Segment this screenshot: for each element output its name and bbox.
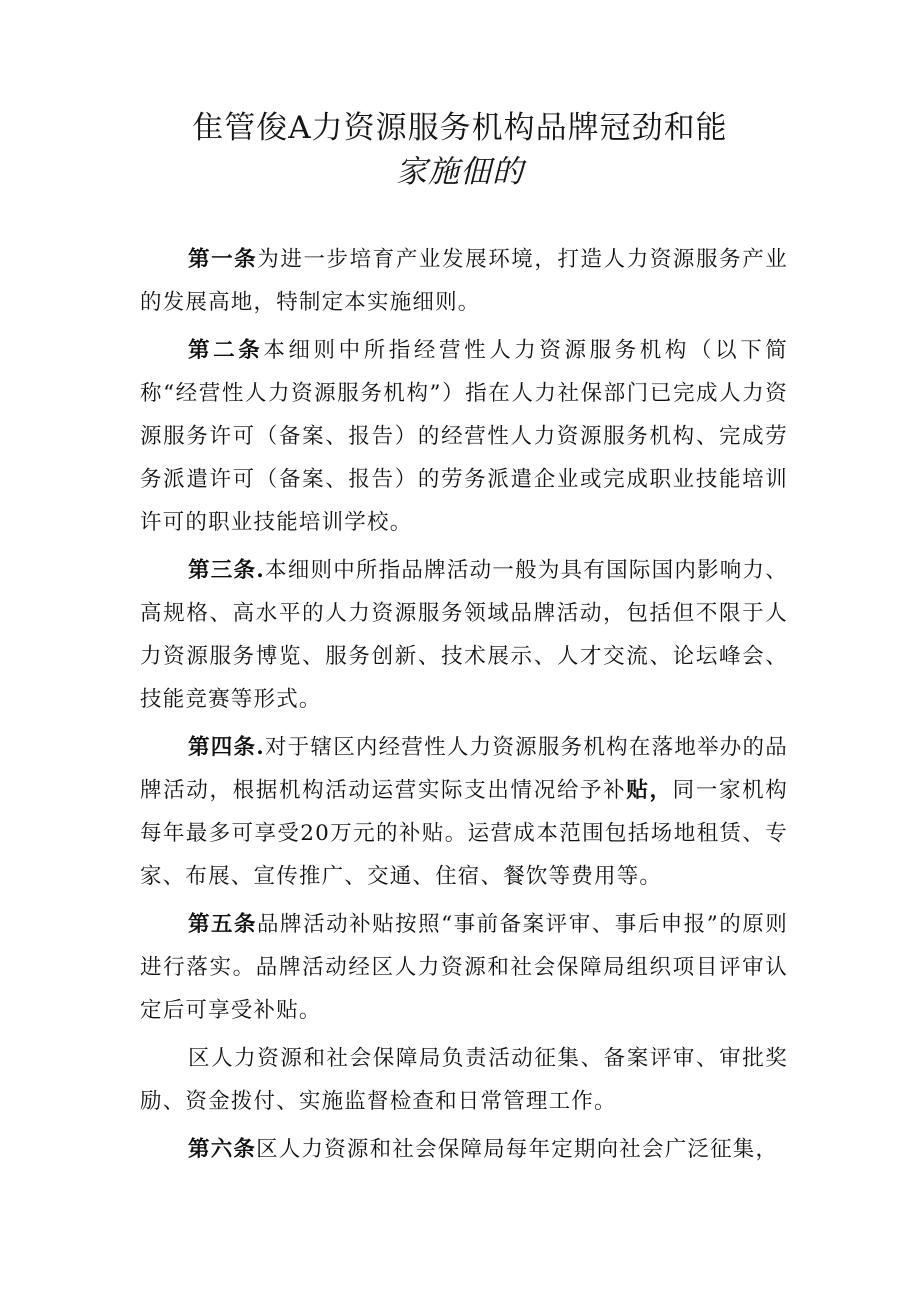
article-6 <box>140 1128 788 1171</box>
article-text: 本细则中所指经营性人力资源服务机构（以下简称“经营性人力资源服务机构”）指在人力社保部门已完成人力资源服务许可（备案、报告）的经营性人力资源服务机构、完成劳务派遣许可（备案、报告）的劳务派遣企业或完成职业技能培训许可的职业技能培训学校。 <box>140 338 789 535</box>
article-text: 品牌活动补贴按照“事前备案评审、事后申报”的原则进行落实。品牌活动经区人力资源和社会保障局组织项目评审认定后可享受补贴。 <box>140 912 788 1023</box>
article-5-continuation <box>140 1037 788 1123</box>
article-text-emphasis: 贴， <box>626 778 673 803</box>
article-text: 为进一步培育产业发展环境，打造人力资源服务产业的发展高地，特制定本实施细则。 <box>140 247 788 315</box>
article-heading: 第三条. <box>188 558 265 583</box>
article-heading: 第一条 <box>188 247 258 272</box>
document-title-line-1: 隹管俊A力资源服务机构品牌冠劲和能 <box>192 110 728 146</box>
article-text: 本细则中所指品牌活动一般为具有国际国内影响力、高规格、高水平的人力资源服务领域品牌活动，包括但不限于人力资源服务博览、服务创新、技术展示、人才交流、论坛峰会、技能竞赛等形式。 <box>140 558 788 712</box>
article-3 <box>140 549 788 721</box>
article-heading: 第六条 <box>188 1137 257 1162</box>
article-1 <box>140 238 788 324</box>
article-text: 区人力资源和社会保障局负责活动征集、备案评审、审批奖励、资金拨付、实施监督检查和日常管理工作。 <box>140 1046 788 1114</box>
article-heading: 第五条 <box>188 912 258 937</box>
article-heading: 第二条 <box>188 338 264 363</box>
document-title-line-2: 家施佃的 <box>396 154 524 190</box>
article-text-part-a: 对于辖区内经营性人力资源服务机构在落地举办的品牌活动，根据机构活动运营实际支出情况给予补 <box>140 735 788 803</box>
article-5 <box>140 903 788 1032</box>
article-text: 区人力资源和社会保障局每年定期向社会广泛征集， <box>256 1137 779 1162</box>
article-heading: 第四条. <box>188 735 265 760</box>
article-text-part-b: 同一家机构每年最多可享受20万元的补贴。运营成本范围包括场地租赁、专家、布展、宣传推广、交通、住宿、餐饮等费用等。 <box>140 778 788 889</box>
article-4 <box>140 726 788 898</box>
document-body <box>140 238 788 1176</box>
article-2 <box>140 329 788 544</box>
